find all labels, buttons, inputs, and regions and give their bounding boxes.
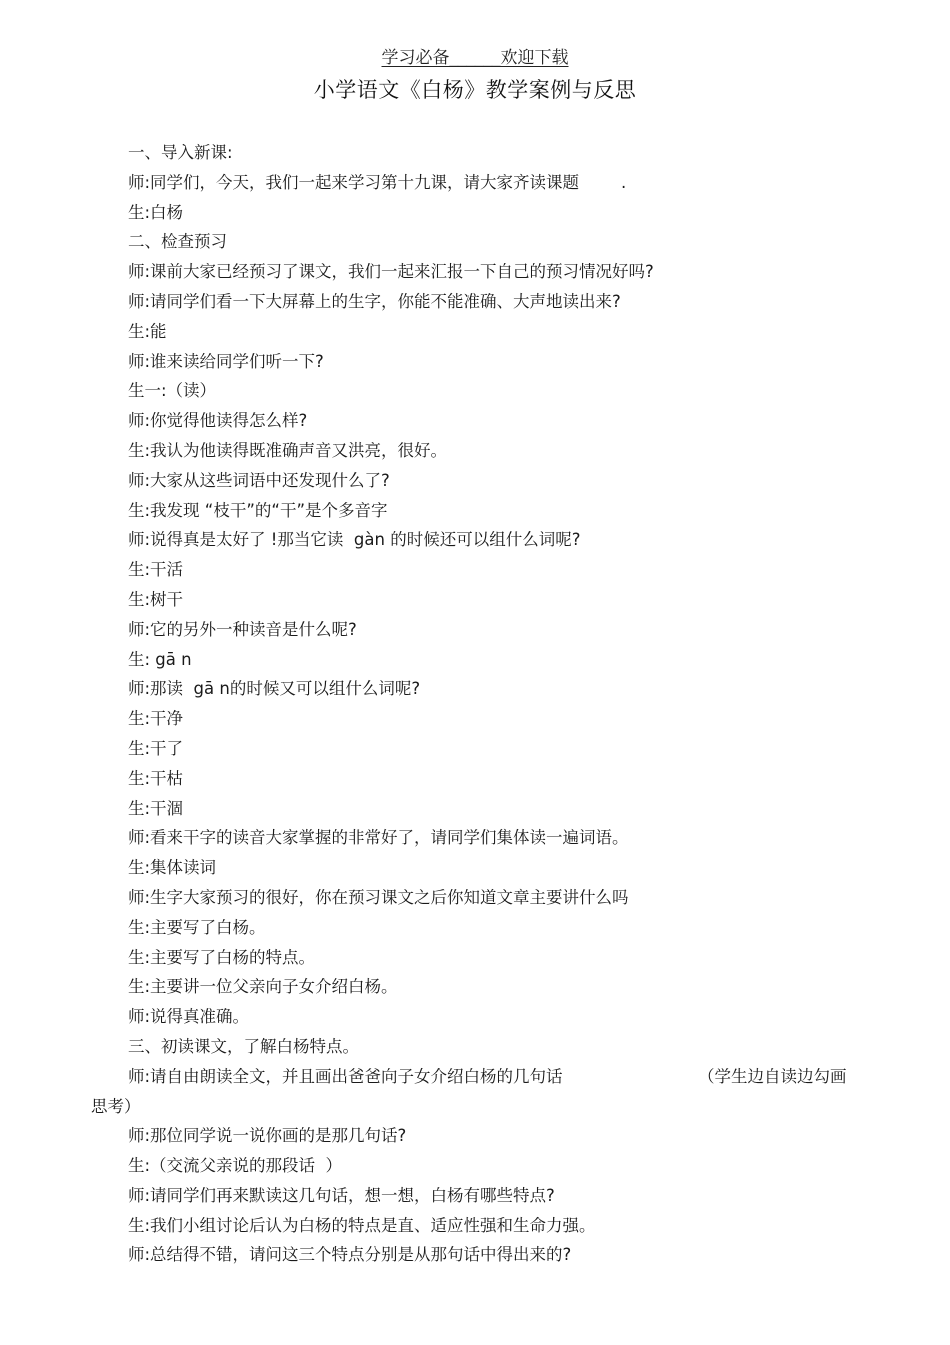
text-line: 生:我认为他读得既准确声音又洪亮，很好。 (128, 440, 448, 460)
text-line: 生:干净 (128, 709, 184, 729)
text-line-note: （学生边自读边勾画 (698, 1066, 847, 1086)
text-line: 生:（交流父亲说的那段话 ） (128, 1156, 343, 1176)
text-line: 师:大家从这些词语中还发现什么了? (128, 470, 390, 490)
text-line: 师:说得真是太好了 !那当它读 gàn 的时候还可以组什么词呢? (128, 530, 581, 550)
text-line: 师:谁来读给同学们听一下? (128, 351, 324, 371)
text-line: 二、检查预习 (128, 232, 227, 252)
page-header-text: 学习必备______欢迎下载 (381, 48, 569, 68)
text-line: 师:同学们，今天，我们一起来学习第十九课，请大家齐读课题 . (128, 172, 627, 192)
text-line: 生:干活 (128, 560, 184, 580)
text-line (0, 1062, 950, 1092)
text-line: 生:树干 (128, 589, 184, 609)
text-line: 师:课前大家已经预习了课文，我们一起来汇报一下自己的预习情况好吗? (128, 262, 654, 282)
text-line: 生:我们小组讨论后认为白杨的特点是直、适应性强和生命力强。 (128, 1215, 596, 1235)
text-line: 师:看来干字的读音大家掌握的非常好了，请同学们集体读一遍词语。 (128, 828, 629, 848)
text-line: 生:集体读词 (128, 858, 217, 878)
text-line: 师:你觉得他读得怎么样? (128, 411, 308, 431)
text-line: 生:干涸 (128, 798, 184, 818)
text-line: 师:它的另外一种读音是什么呢? (128, 619, 357, 639)
text-line: 生:主要讲一位父亲向子女介绍白杨。 (128, 977, 398, 997)
text-line: 师:那读 gā n的时候又可以组什么词呢? (128, 679, 421, 699)
page-header (0, 46, 950, 70)
text-line: 一、导入新课: (128, 143, 233, 162)
text-line: 生:主要写了白杨。 (128, 917, 266, 937)
text-line: 生: gā n (128, 649, 192, 669)
text-line: 生:主要写了白杨的特点。 (128, 947, 316, 967)
text-line: 师:生字大家预习的很好，你在预习课文之后你知道文章主要讲什么吗 (128, 887, 629, 907)
text-line: 生:干枯 (128, 768, 184, 788)
document-title: 小学语文《白杨》教学案例与反思 (313, 78, 637, 102)
text-line-main: 师:请自由朗读全文，并且画出爸爸向子女介绍白杨的几句话 (128, 1066, 563, 1086)
text-line: 师:说得真准确。 (128, 1007, 250, 1027)
text-line: 师:请同学们再来默读这几句话，想一想，白杨有哪些特点? (128, 1185, 555, 1205)
text-line: 师:那位同学说一说你画的是那几句话? (128, 1126, 407, 1146)
text-line: 师:请同学们看一下大屏幕上的生字，你能不能准确、大声地读出来? (128, 291, 621, 311)
text-line: 生:能 (128, 321, 167, 341)
text-line: 生:白杨 (128, 202, 184, 222)
text-line: 生:我发现 “枝干”的“干”是个多音字 (128, 500, 388, 520)
text-line: 生:干了 (128, 738, 184, 758)
text-line: 师:总结得不错，请问这三个特点分别是从那句话中得出来的? (128, 1245, 572, 1265)
text-line-continuation: 思考） (91, 1096, 141, 1116)
text-line: 生一:（读） (128, 381, 217, 401)
dialogue-body (0, 138, 950, 1270)
text-line: 三、初读课文，了解白杨特点。 (128, 1036, 359, 1056)
